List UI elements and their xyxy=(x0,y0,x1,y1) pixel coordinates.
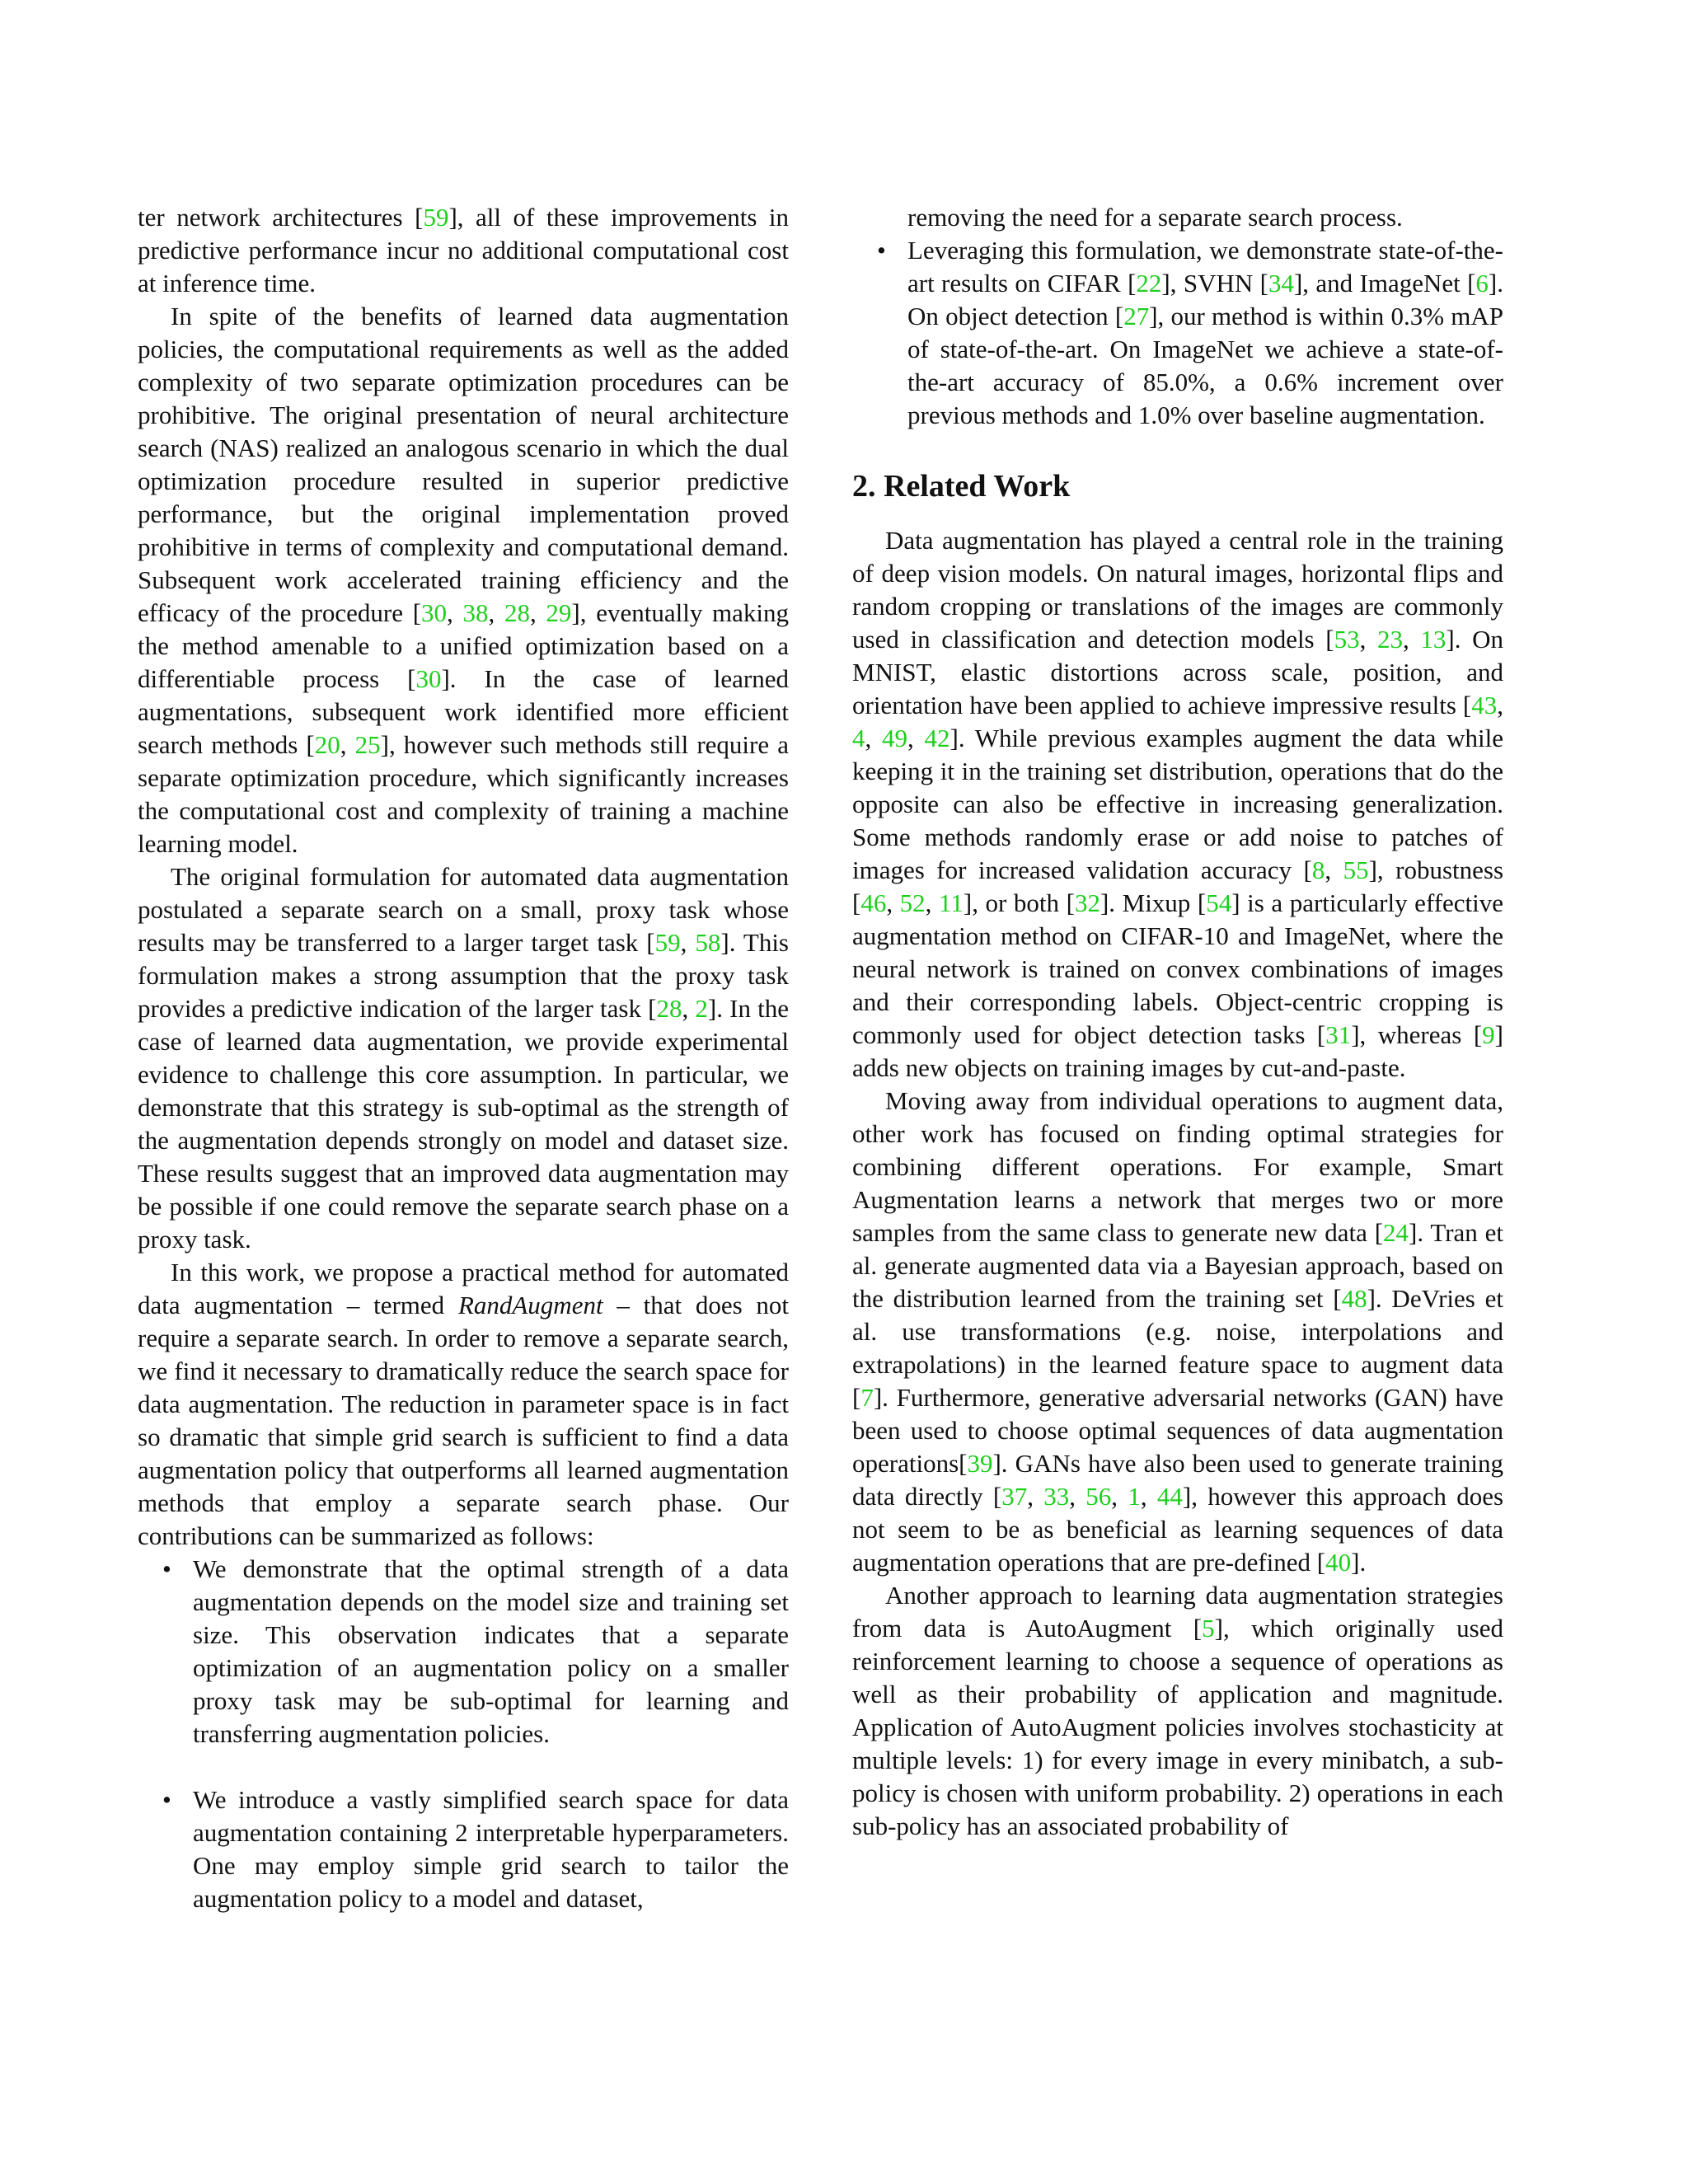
bullet-icon: • xyxy=(162,1785,171,1814)
citation-link[interactable]: 31 xyxy=(1325,1020,1352,1049)
citation-link[interactable]: 33 xyxy=(1043,1482,1070,1511)
citation-link[interactable]: 8 xyxy=(1311,855,1325,884)
citation-link[interactable]: 22 xyxy=(1136,269,1162,298)
citation-link[interactable]: 1 xyxy=(1128,1482,1141,1511)
citation-link[interactable]: 40 xyxy=(1325,1548,1352,1577)
citation-link[interactable]: 54 xyxy=(1206,888,1232,917)
citation-link[interactable]: 28 xyxy=(656,994,682,1023)
contributions-list-continued xyxy=(852,234,1503,432)
citation-link[interactable]: 34 xyxy=(1268,269,1294,298)
citation-link[interactable]: 38 xyxy=(462,598,489,627)
citation-link[interactable]: 6 xyxy=(1475,269,1489,298)
citation-link[interactable]: 20 xyxy=(314,730,340,759)
paragraph-proxy-task: The original formulation for automated data augmentation postulated a separate search on a small, proxy task whose results may be transferred to a larger target task [59, 58]. This formulation makes a strong assumption that the proxy task provides a predictive indication of the larger task [28, 2]. In the case of learned data augmentation, we provide experimental evidence to challenge this core assumption. In particular, we demonstrate that this strategy is sub-optimal as the strength of the augmentation depends strongly on model and dataset size. These results suggest that an improved data augmentation may be possible if one could remove the separate search phase on a proxy task. xyxy=(138,862,789,1254)
citation-link[interactable]: 59 xyxy=(654,928,681,957)
citation-link[interactable]: 48 xyxy=(1341,1284,1367,1313)
citation-link[interactable]: 27 xyxy=(1123,302,1150,330)
citation-link[interactable]: 23 xyxy=(1377,625,1403,654)
citation-link[interactable]: 42 xyxy=(924,724,950,752)
citation-link[interactable]: 55 xyxy=(1343,855,1369,884)
bullet-icon: • xyxy=(877,236,886,265)
citation-link[interactable]: 7 xyxy=(860,1383,874,1412)
citation-link[interactable]: 4 xyxy=(852,724,865,752)
citation-link[interactable]: 59 xyxy=(423,203,449,232)
citation-link[interactable]: 28 xyxy=(504,598,530,627)
contributions-list xyxy=(138,1553,789,1915)
paragraph-proposed-method: In this work, we propose a practical method for automated data augmentation – termed RandAugment – that does not require a separate search. In order to remove a separate search, we find it necessary to dramatically reduce the search space for data augmentation. The reduction in parameter space is in fact so dramatic that simple grid search is sufficient to find a data augmentation policy that outperforms all learned augmentation methods that employ a separate search phase. Our contributions can be summarized as follows: xyxy=(138,1258,789,1550)
list-item: • We demonstrate that the optimal strength of a data augmentation depends on the model size and training set size. This observation indicates that a separate optimization of an augmentation policy on a smaller proxy task may be sub-optimal for learning and transferring augmentation policies. xyxy=(162,1554,789,1748)
citation-link[interactable]: 58 xyxy=(695,928,721,957)
list-item-continuation: removing the need for a separate search process. xyxy=(907,203,1403,232)
citation-link[interactable]: 52 xyxy=(899,888,926,917)
section-heading: 2. Related Work xyxy=(852,469,1071,504)
citation-link[interactable]: 49 xyxy=(882,724,908,752)
citation-link[interactable]: 32 xyxy=(1074,888,1100,917)
citation-link[interactable]: 2 xyxy=(695,994,708,1023)
citation-link[interactable]: 39 xyxy=(967,1449,993,1478)
citation-link[interactable]: 37 xyxy=(1001,1482,1028,1511)
left-column xyxy=(138,201,789,1915)
citation-link[interactable]: 9 xyxy=(1482,1020,1495,1049)
paragraph-intro-continuation: ter network architectures [59], all of these improvements in predictive performance incur no additional computational cost at inference time. xyxy=(138,203,789,298)
citation-link[interactable]: 53 xyxy=(1334,625,1360,654)
citation-link[interactable]: 56 xyxy=(1085,1482,1112,1511)
paragraph-related-work-intro: Data augmentation has played a central role in the training of deep vision models. On natural images, horizontal flips and random cropping or translations of the images are commonly used in classification and detection models [53, 23, 13]. On MNIST, elastic distortions across scale, position, and orientation have been applied to achieve impressive results [43, 4, 49, 42]. While previous examples augment the data while keeping it in the training set distribution, operations that do the opposite can also be effective in increasing generalization. Some methods randomly erase or add noise to patches of images for increased validation accuracy [8, 55], robustness [46, 52, 11], or both [32]. Mixup [54] is a particularly effective augmentation method on CIFAR-10 and ImageNet, where the neural network is trained on convex combinations of images and their corresponding labels. Object-centric cropping is commonly used for object detection tasks [31], whereas [9] adds new objects on training images by cut-and-paste. xyxy=(852,526,1504,1082)
citation-link[interactable]: 5 xyxy=(1202,1614,1215,1643)
paragraph-autoaugment: Another approach to learning data augmentation strategies from data is AutoAugment [5], which originally used reinforcement learning to choose a sequence of operations as well as their probability of application and magnitude. Application of AutoAugment policies involves stochasticity at multiple levels: 1) for every image in every minibatch, a sub-policy is chosen with uniform probability. 2) operations in each sub-policy has an associated probability of xyxy=(852,1581,1503,1840)
citation-link[interactable]: 13 xyxy=(1420,625,1447,654)
citation-link[interactable]: 29 xyxy=(546,598,572,627)
paragraph-computational-cost: In spite of the benefits of learned data augmentation policies, the computational requirements as well as the added complexity of two separate optimization procedures can be prohibitive. The original presentation of neural architecture search (NAS) realized an analogous scenario in which the dual optimization procedure resulted in superior predictive performance, but the original implementation proved prohibitive in terms of complexity and computational demand. Subsequent work accelerated training efficiency and the efficacy of the procedure [30, 38, 28, 29], eventually making the method amenable to a unified optimization based on a differentiable process [30]. In the case of learned augmentations, subsequent work identified more efficient search methods [20, 25], however such methods still require a separate optimization procedure, which significantly increases the computational cost and complexity of training a machine learning model. xyxy=(138,302,790,858)
citation-link[interactable]: 44 xyxy=(1156,1482,1183,1511)
right-column xyxy=(852,201,1503,1843)
citation-link[interactable]: 30 xyxy=(421,598,448,627)
bullet-icon: • xyxy=(162,1554,171,1583)
citation-link[interactable]: 11 xyxy=(939,888,964,917)
citation-link[interactable]: 30 xyxy=(415,664,442,693)
paragraph-combining-operations: Moving away from individual operations to augment data, other work has focused on finding optimal strategies for combining different operations. For example, Smart Augmentation learns a network that merges two or more samples from the same class to generate new data [24]. Tran et al. generate augmented data via a Bayesian approach, based on the distribution learned from the training set [48]. DeVries et al. use transformations (e.g. noise, interpolations and extrapolations) in the learned feature space to augment data [7]. Furthermore, generative adversarial networks (GAN) have been used to choose optimal sequences of data augmentation operations[39]. GANs have also been used to generate training data directly [37, 33, 56, 1, 44], however this approach does not seem to be as beneficial as learning sequences of data augmentation operations that are pre-defined [40]. xyxy=(852,1086,1504,1577)
list-item: • Leveraging this formulation, we demonstrate state-of-the-art results on CIFAR [22], SVHN [34], and ImageNet [6]. On object detection [27], our method is within 0.3% mAP of state-of-the-art. On ImageNet we achieve a state-of-the-art accuracy of 85.0%, a 0.6% increment over previous methods and 1.0% over baseline augmentation. xyxy=(877,236,1503,429)
citation-link[interactable]: 25 xyxy=(354,730,381,759)
citation-link[interactable]: 43 xyxy=(1471,691,1498,719)
citation-link[interactable]: 46 xyxy=(860,888,887,917)
list-item: • We introduce a vastly simplified search space for data augmentation containing 2 interpretable hyperparameters. One may employ simple grid search to tailor the augmentation policy to a model and dataset, xyxy=(162,1785,789,1913)
citation-link[interactable]: 24 xyxy=(1383,1218,1409,1247)
method-name: RandAugment xyxy=(457,1291,603,1319)
